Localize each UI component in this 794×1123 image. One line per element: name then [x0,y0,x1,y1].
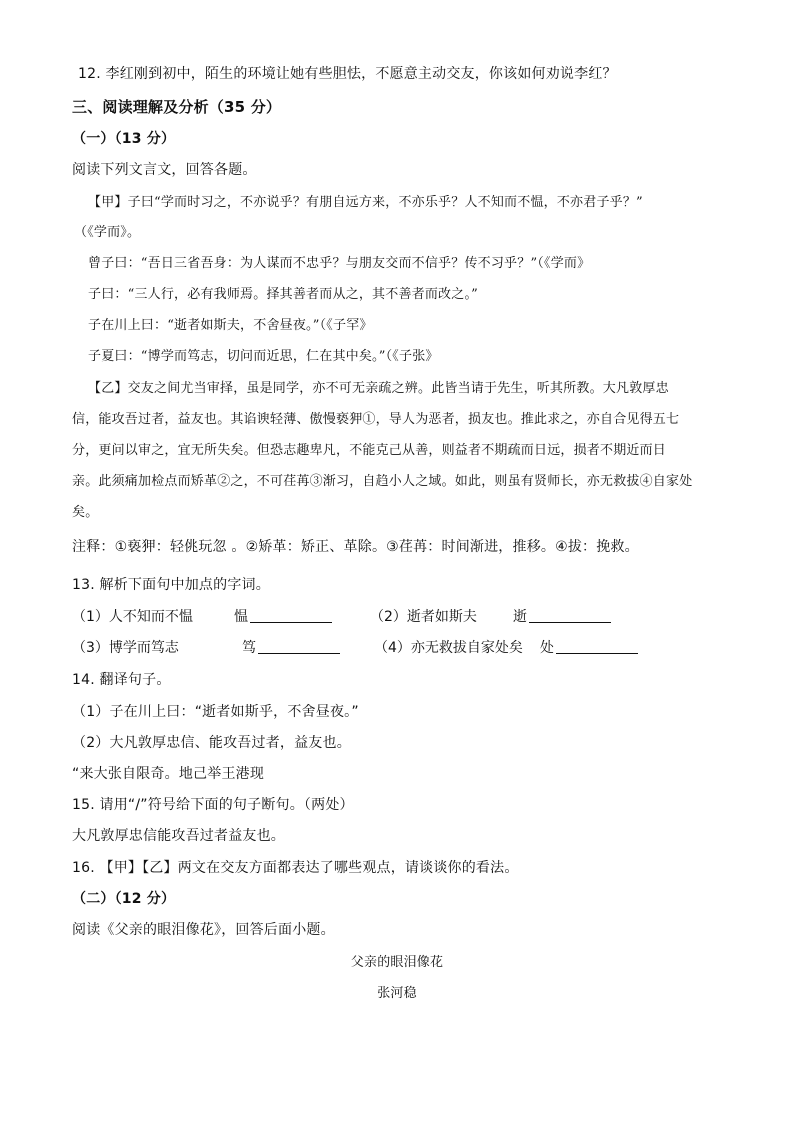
section-heading: 三、阅读理解及分析（35 分） [72,98,282,116]
q13-sentence: （4）亦无救拔自家处矣 [374,640,523,656]
q13-item [370,607,477,627]
question-15: 15. 请用“/”符号给下面的句子断句。（两处） [72,797,354,813]
part1-heading: （一）（13 分） [72,131,176,147]
answer-blank[interactable] [258,638,340,654]
passage-jia-line: 子在川上曰：“逝者如斯夫，不舍昼夜。”（《子罕》 [88,318,373,333]
q13-answer [513,607,611,627]
question-14: 14. 翻译句子。 [72,672,171,688]
question-16: 16. 【甲】【乙】两文在交友方面都表达了哪些观点，请谈谈你的看法。 [72,860,519,876]
passage-jia-line: 子夏曰：“博学而笃志，切问而近思，仁在其中矣。”（《子张》 [88,349,439,364]
passage-yi-line: 亲。此须痛加检点而矫革②之，不可荏苒③渐习，自趋小人之域。如此，则虽有贤师长，亦无救拔④自家处 [72,474,693,489]
part1-instruction: 阅读下列文言文，回答各题。 [72,162,257,178]
part2-instruction: 阅读《父亲的眼泪像花》，回答后面小题。 [72,922,335,938]
q13-word: 笃 [242,640,256,656]
answer-blank[interactable] [556,638,638,654]
passage-jia-line: 子曰：“三人行，必有我师焉。择其善者而从之，其不善者而改之。” [88,287,478,302]
passage-yi-line: 【乙】交友之间尤当审择，虽是同学，亦不可无亲疏之辨。此皆当请于先生，听其所教。大凡敦厚忠 [88,381,669,396]
passage-jia-line: （《学而》。 [74,225,141,240]
passage-yi-line: 矣。 [72,505,99,520]
q14-garbled-line: “来大张自限奇。地己举王港现 [72,766,265,782]
article-title: 父亲的眼泪像花 [350,955,444,970]
q13-item [72,638,179,658]
q13-answer [234,607,332,627]
q13-word: 逝 [513,609,527,625]
q13-sentence: （1）人不知而不愠 [72,609,193,625]
question-12: 12. 李红刚到初中，陌生的环境让她有些胆怯，不愿意主动交友，你该如何劝说李红？ [78,66,617,82]
answer-blank[interactable] [529,607,611,623]
q14-sentence-2: （2）大凡敦厚忠信、能攻吾过者，益友也。 [72,735,351,751]
q15-text: 大凡敦厚忠信能攻吾过者益友也。 [72,828,285,844]
passage-yi-line: 分，更问以审之，宜无所失矣。但恐志趣卑凡，不能克己从善，则益者不期疏而日远，损者不期近而日 [72,443,667,458]
annotation-notes: 注释：①亵狎：轻佻玩忽 。②矫革：矫正、革除。③荏苒：时间渐进，推移。④拔：挽救。 [72,539,639,555]
passage-jia-line: 曾子曰：“吾日三省吾身：为人谋而不忠乎？与朋友交而不信乎？传不习乎？”（《学而》 [88,256,591,271]
passage-yi-line: 信，能攻吾过者，益友也。其谄谀轻薄、傲慢亵狎①，导人为恶者，损友也。推此求之，亦自合见得五七 [72,412,680,427]
q13-item [374,638,523,658]
part2-heading: （二）（12 分） [72,891,176,907]
q14-sentence-1: （1）子在川上曰：“逝者如斯乎，不舍昼夜。” [72,704,359,720]
q13-item [72,607,193,627]
q13-sentence: （2）逝者如斯夫 [370,609,477,625]
question-13: 13. 解析下面句中加点的字词。 [72,577,270,593]
q13-sentence: （3）博学而笃志 [72,640,179,656]
q13-word: 处 [540,640,554,656]
q13-answer [242,638,340,658]
answer-blank[interactable] [250,607,332,623]
q13-answer [540,638,638,658]
passage-jia-line: 【甲】子曰“学而时习之，不亦说乎？有朋自远方来，不亦乐乎？人不知而不愠，不亦君子乎？” [88,195,643,210]
q13-word: 愠 [234,609,248,625]
article-author: 张河稳 [377,986,417,1001]
